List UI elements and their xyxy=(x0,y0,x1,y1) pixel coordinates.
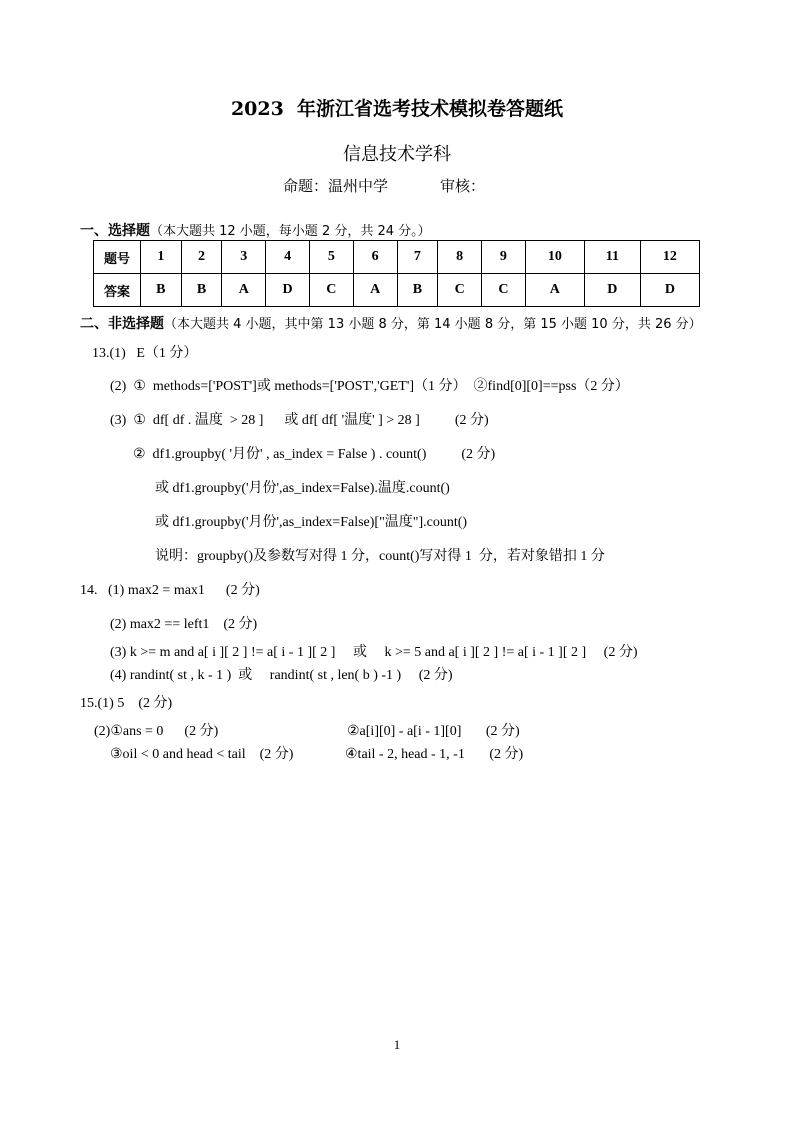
answer-14-3: (3) k >= m and a[ i ][ 2 ] != a[ i - 1 ][ 2 ] 或 k >= 5 and a[ i ][ 2 ] != a[ i - 1 ][ 2 ] (2 分) xyxy=(110,645,638,660)
answer-cell: B xyxy=(181,274,222,307)
section-2-note: （本大题共 4 小题，其中第 13 小题 8 分，第 14 小题 8 分，第 15 小题 10 分，共 26 分） xyxy=(164,317,702,332)
table-row-answers xyxy=(94,274,700,307)
author-label: 命题：温州中学 xyxy=(283,177,389,195)
answer-cell: A xyxy=(222,274,266,307)
section-1-heading xyxy=(80,220,431,240)
question-number: 7 xyxy=(397,241,438,274)
answer-13-1: 13.(1) E（1 分） xyxy=(92,346,198,361)
question-number: 5 xyxy=(309,241,353,274)
answer-cell: D xyxy=(584,274,640,307)
answer-13-2: (2) ① methods=['POST']或 methods=['POST','GET']（1 分） ②find[0][0]==pss（2 分） xyxy=(110,379,629,394)
answer-cell: B xyxy=(141,274,182,307)
question-number: 1 xyxy=(141,241,182,274)
answer-13-3-note: 说明：groupby()及参数写对得 1 分，count()写对得 1 分，若对象错扣 1 分 xyxy=(155,549,605,564)
answer-cell: B xyxy=(397,274,438,307)
answer-15-2a: (2)①ans = 0 (2 分) xyxy=(94,724,219,739)
section-2-heading xyxy=(80,313,702,333)
answer-cell: C xyxy=(438,274,482,307)
question-number: 9 xyxy=(482,241,526,274)
row-label-numbers: 题号 xyxy=(94,241,141,274)
question-number: 8 xyxy=(438,241,482,274)
answer-15-2c: ③oil < 0 and head < tail (2 分) xyxy=(110,747,294,762)
question-number: 2 xyxy=(181,241,222,274)
answer-cell: A xyxy=(525,274,584,307)
question-number: 10 xyxy=(525,241,584,274)
answer-cell: C xyxy=(309,274,353,307)
answer-cell: D xyxy=(266,274,310,307)
question-number: 3 xyxy=(222,241,266,274)
answer-14-2: (2) max2 == left1 (2 分) xyxy=(110,617,258,632)
answer-cell: A xyxy=(353,274,397,307)
table-row-numbers xyxy=(94,241,700,274)
question-number: 11 xyxy=(584,241,640,274)
answer-cell: D xyxy=(640,274,699,307)
question-number: 6 xyxy=(353,241,397,274)
answer-15-2b: ②a[i][0] - a[i - 1][0] (2 分) xyxy=(347,724,520,739)
answer-13-3b: ② df1.groupby( '月份' , as_index = False ) . count() (2 分) xyxy=(133,447,496,462)
question-number: 4 xyxy=(266,241,310,274)
question-number: 12 xyxy=(640,241,699,274)
section-1-note: （本大题共 12 小题，每小题 2 分，共 24 分。） xyxy=(150,224,431,239)
section-1-title: 一、选择题 xyxy=(80,223,150,239)
answer-15-1: 15.(1) 5 (2 分) xyxy=(80,696,173,711)
answer-13-3a: (3) ① df[ df . 温度 > 28 ] 或 df[ df[ '温度' ] > 28 ] (2 分) xyxy=(110,413,489,428)
page-number: 1 xyxy=(393,1037,401,1052)
authors-line xyxy=(283,175,485,196)
section-2-title: 二、非选择题 xyxy=(80,316,164,332)
answer-table xyxy=(93,240,700,307)
page-title: 2023 年浙江省选考技术模拟卷答题纸 xyxy=(230,98,564,120)
answer-13-3d: 或 df1.groupby('月份',as_index=False)["温度"].count() xyxy=(155,515,468,530)
subject-title: 信息技术学科 xyxy=(343,144,451,165)
answer-14-1: 14. (1) max2 = max1 (2 分) xyxy=(80,583,260,598)
reviewer-label: 审核： xyxy=(440,177,486,195)
answer-15-2d: ④tail - 2, head - 1, -1 (2 分) xyxy=(345,747,524,762)
row-label-answers: 答案 xyxy=(94,274,141,307)
answer-cell: C xyxy=(482,274,526,307)
answer-13-3c: 或 df1.groupby('月份',as_index=False).温度.count() xyxy=(155,481,450,496)
answer-14-4: (4) randint( st , k - 1 ) 或 randint( st , len( b ) -1 ) (2 分) xyxy=(110,668,453,683)
